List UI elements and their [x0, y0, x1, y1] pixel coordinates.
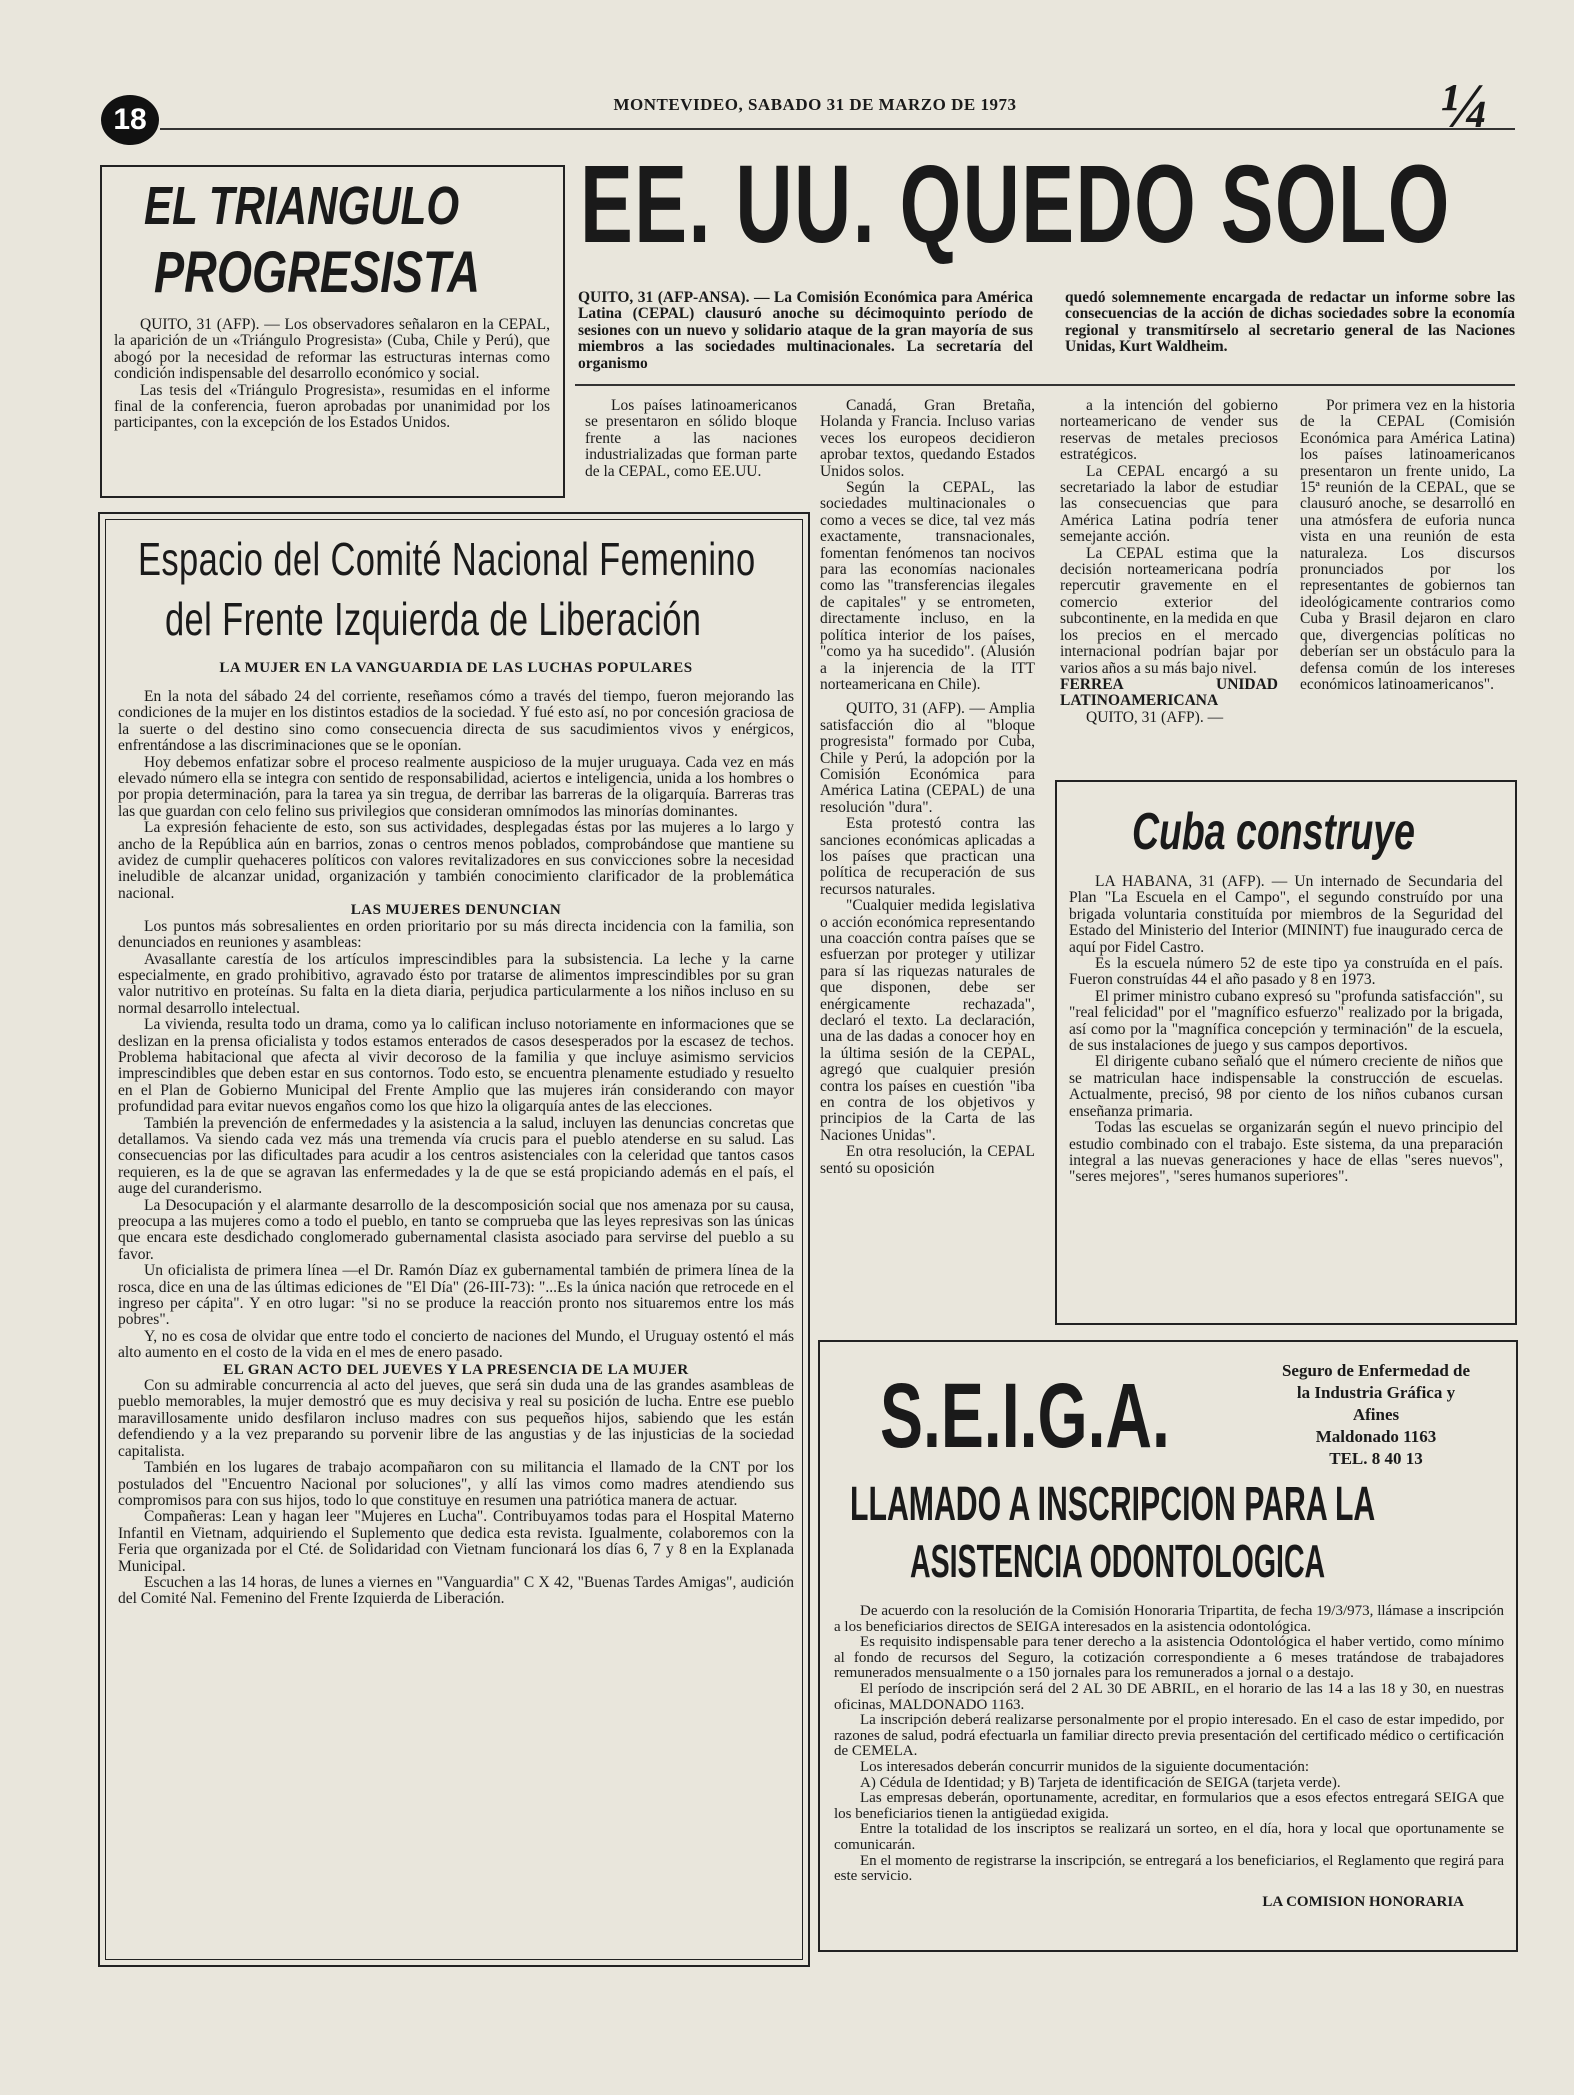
comite-paragraph: Hoy debemos enfatizar sobre el proceso realmente auspicioso de la mujer uruguaya. Cada vez en más elevado número ella se integra con sentido de responsabilidad, aciertos e inteligencia, unida a los hombres o por propia determinación, para la tarea ya sin tregua, de derribar las barreras de la oligarquía. Barreras tras las que guardan con celo felino sus privilegios que consideran omnímodos las minorías dominantes.: [118, 753, 794, 820]
seiga-org: [1240, 1360, 1512, 1470]
comite-paragraph: Con su admirable concurrencia al acto del jueves, que será sin duda una de las grandes asambleas de pueblo memorables, la mujer demostró que es muy decisiva y real su posición de lucha. Entre ese pueblo maravillosamente unido desfilaron incluso madres con sus pequeños hijos, sabiendo que les están defendiendo y a la vez preparando su porvenir libre de las angustias y de las injusticias de la sociedad capitalista.: [118, 1377, 794, 1460]
eeuu-paragraph: La CEPAL estima que la decisión norteamericana podría repercutir gravemente en el comercio exterior del subcontinente, en la medida en que los precios en el mercado internacional podrían bajar por varios años a su más bajo nivel.: [1060, 544, 1278, 677]
seiga-paragraph: En el momento de registrarse la inscripción, se entregará a los beneficiarios, el Reglamento que regirá para este servicio.: [834, 1852, 1504, 1885]
comite-paragraph: También en los lugares de trabajo acompañaron con su militancia el llamado de la CNT por los postulados del "Encuentro Nacional por soluciones", y allí las vimos como madres atendiendo sus compromisos para con sus hijos, todo lo que constituye en resumen una patriótica manera de actuar.: [118, 1459, 794, 1509]
comite-paragraph: La expresión fehaciente de esto, son sus actividades, desplegadas éstas por las mujeres a lo largo y ancho de la República aún en barrios, zonas o centros menos poblados, comprobándose que mantiene su avidez de cumplir quehaceres políticos con valores revitalizadores en sus convicciones sobre la necesidad ineludible de alcanzar unidad, organización y también conocimiento clarificador de la problemática nacional.: [118, 819, 794, 902]
eeuu-subhead: FERREA UNIDAD LATINOAMERICANA: [1060, 675, 1278, 710]
comite-subhead: LAS MUJERES DENUNCIAN: [350, 902, 562, 919]
seiga-phone: TEL. 8 40 13: [1329, 1449, 1423, 1468]
eeuu-lead-right: quedó solemnemente encargada de redactar un informe sobre las consecuencias de la acción de dichas sociedades sobre la economía regional y transmitírselo al secretario general de las Naciones Unidas, Kurt Waldheim.: [1065, 289, 1515, 356]
comite-paragraph: Escuchen a las 14 horas, de lunes a viernes en "Vanguardia" C X 42, "Buenas Tardes Amigas", audición del Comité Nal. Femenino del Frente Izquierda de Liberación.: [118, 1573, 794, 1608]
comite-box: [98, 512, 810, 1967]
comite-subhead: EL GRAN ACTO DEL JUEVES Y LA PRESENCIA DE LA MUJER: [223, 1361, 689, 1378]
comite-paragraph: Los puntos más sobresalientes en orden prioritario por su más directa incidencia con la familia, son denunciados en reuniones y asambleas:: [118, 917, 794, 952]
eeuu-rule: [575, 384, 1515, 386]
seiga-paragraph: A) Cédula de Identidad; y B) Tarjeta de identificación de SEIGA (tarjeta verde).: [860, 1774, 1341, 1791]
cuba-paragraph: Es la escuela número 52 de este tipo ya construída en el país. Fueron construídas 44 el año pasado y 8 en 1973.: [1069, 955, 1503, 989]
comite-title-line1: Espacio del Comité Nacional Femenino: [138, 533, 756, 585]
seiga-org-line: Seguro de Enfermedad de: [1281, 1361, 1471, 1380]
triangulo-body: [114, 317, 550, 432]
header-rule: [160, 128, 1515, 130]
seiga-paragraph: El período de inscripción será del 2 AL 30 DE ABRIL, en el horario de las 14 a las 18 y 30, en nuestras oficinas, MALDONADO 1163.: [834, 1680, 1504, 1713]
triangulo-title-line2: PROGRESISTA: [154, 240, 480, 305]
cuba-paragraph: El primer ministro cubano expresó su "profunda satisfacción", su "real felicidad" por el "magnífico esfuerzo" realizado por la brigada, así como por la "magnífica concepción y terminación" de la escuela, de sus instalaciones de juego y sus campos deportivos.: [1069, 987, 1503, 1055]
seiga-paragraph: Las empresas deberán, oportunamente, acreditar, en formularios que a esos efectos entregará SEIGA que los beneficiarios tienen la antigüedad exigida.: [834, 1790, 1504, 1822]
comite-paragraph: Y, no es cosa de olvidar que entre todo el concierto de naciones del Mundo, el Uruguay ostentó el más alto aumento en el costo de la vida en el mes de enero pasado.: [118, 1327, 794, 1362]
eeuu-paragraph: Los países latinoamericanos se presentaron en sólido bloque frente a las naciones industrializadas que forman parte de la CEPAL, como EE.UU.: [585, 397, 797, 480]
eeuu-col4: [1300, 398, 1515, 693]
dateline: MONTEVIDEO, SABADO 31 DE MARZO DE 1973: [613, 95, 1017, 114]
eeuu-paragraph: Esta protestó contra las sanciones económicas aplicadas a los países que practican una política de recuperación de sus recursos naturales.: [820, 815, 1035, 898]
page-number: 18: [113, 103, 147, 136]
triangulo-paragraph: Las tesis del «Triángulo Progresista», resumidas en el informe final de la conferencia, fueron aprobadas por unanimidad por los participantes, con la excepción de los Estados Unidos.: [114, 381, 550, 432]
eeuu-paragraph: "Cualquier medida legislativa o acción económica representando una coacción contra países que se esfuerzan por proteger y utilizar para sí las riquezas naturales de que disponen, debe ser enérgicamente rechazada", declaró el texto. La declaración, una de las dadas a conocer hoy en la última sesión de la CEPAL, agregó que cualquier presión contra los países en cuestión "iba en contra de los objetivos y principios de la Carta de las Naciones Unidas".: [820, 897, 1035, 1144]
cuba-body: [1069, 874, 1503, 1186]
eeuu-paragraph: Canadá, Gran Bretaña, Holanda y Francia. Incluso varias veces los europeos decidieron aprobar textos, quedando Estados Unidos solos.: [820, 397, 1035, 480]
cuba-paragraph: Todas las escuelas se organizarán según el nuevo principio del estudio combinado con el trabajo. Este sistema, da una preparación integral a las nuevas generaciones y hace de ellas "seres nuevos", "seres mejores", "seres humanos superiores".: [1069, 1119, 1503, 1186]
seiga-ad: [818, 1340, 1518, 1952]
triangulo-box: [100, 165, 565, 498]
cuba-title: Cuba construye: [1132, 803, 1415, 861]
seiga-org-line: Afines: [1352, 1405, 1400, 1424]
triangulo-paragraph: QUITO, 31 (AFP). — Los observadores señalaron en la CEPAL, la aparición de un «Triángulo Progresista» (Cuba, Chile y Perú), que abogó por la necesidad de reformar las estructuras internas como condición indispensable del desarrollo económico y social.: [114, 316, 550, 383]
cuba-paragraph: El dirigente cubano señaló que el número creciente de niños que se matriculan hace indispensable la construcción de escuelas. Actualmente, precisó, 98 por ciento de los niños cubanos cursan enseñanza primaria.: [1069, 1053, 1503, 1120]
seiga-paragraph: Los interesados deberán concurrir munidos de la siguiente documentación:: [860, 1758, 1310, 1775]
eeuu-paragraph: QUITO, 31 (AFP). —: [1086, 708, 1224, 726]
comite-paragraph: En la nota del sábado 24 del corriente, reseñamos cómo a través del tiempo, fueron mejorando las condiciones de la mujer en los distintos estadios de la sociedad. Y fué esto así, no por concesión graciosa de la suerte o del destino sino como consecuencia directa de sus sacudimientos vivos y enérgicos, enfrentándose a las discriminaciones que se le oponían.: [118, 688, 794, 755]
eeuu-col1: [585, 398, 797, 480]
eeuu-col2: [820, 398, 1035, 1177]
comite-paragraph: La Desocupación y el alarmante desarrollo de la descomposición social que nos amenaza por su causa, preocupa a las mujeres como a todo el pueblo, en tanto se comprueba que las leyes represivas son las únicas que encara este desdichado conglomerado gubernamental clasista asociado para servirse del pueblo a su favor.: [118, 1196, 794, 1263]
comite-paragraph: La vivienda, resulta todo un drama, como ya lo califican incluso notoriamente en informaciones que se deslizan en la prensa oficialista y todos estamos enterados de casos desesperados por la escasez de techos. Problema habitacional que afecta al vivir decoroso de la familia y que incluye asimismo servicios imprescindibles que deben estar en sus contornos. Todo esto, se encuentra plenamente estudiado y resuelto en el Plan de Gobierno Municipal del Frente Amplio que las mujeres irán considerando con mayor profundidad para evitar nuevos engaños como los que hizo la oligarquía antes de las elecciones.: [118, 1016, 794, 1116]
eeuu-paragraph: a la intención del gobierno norteamericano de vender sus reservas de metales preciosos estratégicos.: [1060, 397, 1278, 464]
eeuu-paragraph: QUITO, 31 (AFP). — Amplia satisfacción dio al "bloque progresista" formado por Cuba, Chile y Perú, la adopción por la Comisión Económica para América Latina (CEPAL) de una resolución "dura".: [820, 700, 1035, 816]
comite-body: [118, 689, 794, 1608]
eeuu-paragraph: En otra resolución, la CEPAL sentó su oposición: [820, 1143, 1035, 1177]
seiga-org-line: la Industria Gráfica y: [1296, 1383, 1456, 1402]
eeuu-col3: [1060, 398, 1278, 726]
seiga-logo: S.E.I.G.A.: [880, 1365, 1170, 1467]
triangulo-title-line1: EL TRIANGULO: [144, 176, 460, 236]
page-number-badge: [101, 95, 159, 145]
comite-paragraph: También la prevención de enfermedades y la asistencia a la salud, incluyen las denuncias concretas que detallamos. Va siendo cada vez más una tremenda vía crucis para el pueblo atenderse en su salud. Las consecuencias por las dificultades para acudir a los centros asistenciales con la celeridad que tantos casos requieren, es la de que se agravan las enfermedades y la de que se está propiciando además en el país, el auge del curanderismo.: [118, 1114, 794, 1198]
seiga-paragraph: Es requisito indispensable para tener derecho a la asistencia Odontológica el haber vertido, como mínimo al fondo de recursos del Seguro, la cotización correspondiente a 6 meses tratándose de trabajadores remunerados mensualmente o a 150 jornales para los remunerados a jornal o a destajo.: [834, 1634, 1504, 1682]
cuba-paragraph: LA HABANA, 31 (AFP). — Un internado de Secundaria del Plan "La Escuela en el Campo", el segundo construído por una brigada voluntaria constituída por miembros de la Seguridad del Estado del Ministerio del Interior (MININT) fue inaugurado cerca de aquí por Fidel Castro.: [1069, 873, 1503, 956]
seiga-headline2: ASISTENCIA ODONTOLOGICA: [910, 1535, 1326, 1587]
seiga-paragraph: De acuerdo con la resolución de la Comisión Honoraria Tripartita, de fecha 19/3/973, llámase a inscripción a los beneficiarios directos de SEIGA interesados en la asistencia odontológica.: [834, 1603, 1504, 1635]
eeuu-lead-left: QUITO, 31 (AFP-ANSA). — La Comisión Económica para América Latina (CEPAL) clausuró anoche su décimoquinto período de sesiones con un nuevo y solidario ataque de la gran mayoría de sus miembros a las sociedades multinacionales. La secretaría del organismo: [578, 289, 1033, 372]
seiga-paragraph: La inscripción deberá realizarse personalmente por el propio interesado. En el caso de estar impedido, por razones de salud, podrá efectuarla un familiar directo previa presentación del certificado médico o certificación de CEMELA.: [834, 1712, 1504, 1760]
seiga-paragraph: Entre la totalidad de los inscriptos se realizará un sorteo, en el día, hora y local que oportunamente se comunicarán.: [834, 1821, 1504, 1853]
seiga-body: [834, 1604, 1504, 1910]
eeuu-paragraph: Según la CEPAL, las sociedades multinacionales o como a veces se dice, tal vez más exactamente, transnacionales, fomentan fenómenos tan nocivos para las economías nacionales como las "transferencias ilegales de capitales" y se entrometen, directamente incluso, en la política interior de los países, "como ya ha sucedido". (Alusión a la injerencia de la ITT norteamericana en Chile).: [820, 479, 1035, 693]
comite-title-line2: del Frente Izquierda de Liberación: [165, 593, 702, 645]
handwritten-mark: ¼: [1440, 70, 1488, 141]
eeuu-paragraph: Por primera vez en la historia de la CEPAL (Comisión Económica para América Latina) los países latinoamericanos presentaron un frente unido, La 15ª reunión de la CEPAL, que se clausuró anoche, se desarrolló en una atmósfera de euforia nunca vista en una reunión de esta naturaleza. Los discursos pronunciados por los representantes de gobiernos tan ideológicamente contrarios como Cuba y Brasil dejaron en claro que, divergencias políticas no deberían ser un obstáculo para la defensa común de los intereses económicos latinoamericanos".: [1300, 397, 1515, 693]
comite-subtitle: LA MUJER EN LA VANGUARDIA DE LAS LUCHAS POPULARES: [219, 660, 693, 676]
eeuu-headline: EE. UU. QUEDO SOLO: [580, 143, 1451, 266]
seiga-headline1: LLAMADO A INSCRIPCION PARA LA: [850, 1478, 1376, 1531]
comite-paragraph: Un oficialista de primera línea —el Dr. Ramón Díaz ex gubernamental también de primera línea de la rosca, dice en una de las últimas ediciones de "El Día" (26-III-73): "...Es la única nación que retrocede en el ingreso per cápita". Y en otro lugar: "si no se produce la reacción pronto nos situaremos entre los más pobres".: [118, 1262, 794, 1329]
cuba-box: [1055, 780, 1517, 1325]
seiga-address: Maldonado 1163: [1315, 1427, 1437, 1446]
comite-paragraph: Compañeras: Lean y hagan leer "Mujeres en Lucha". Contribuyamos todas para el Hospital Materno Infantil en Vietnam, adquiriendo el Suplemento que dedica esta revista. Igualmente, colaboremos con la Feria que organizada por el Cté. de Solidaridad con Vietnam funcionará los días 6, 7 y 8 en la Explanada Municipal.: [118, 1508, 794, 1575]
seiga-signature: LA COMISION HONORARIA: [1262, 1893, 1464, 1910]
comite-paragraph: Avasallante carestía de los artículos imprescindibles para la subsistencia. La leche y la carne especialmente, en grado prohibitivo, agravado ésto por tratarse de alimentos imprescindibles por su gran valor nutritivo en proteínas. Su falta en la dieta diaria, perjudica particularmente a los niños incluso en su normal desarrollo intelectual.: [118, 950, 794, 1017]
eeuu-paragraph: La CEPAL encargó a su secretariado la labor de estudiar las consecuencias que para América Latina podría tener semejante acción.: [1060, 462, 1278, 546]
